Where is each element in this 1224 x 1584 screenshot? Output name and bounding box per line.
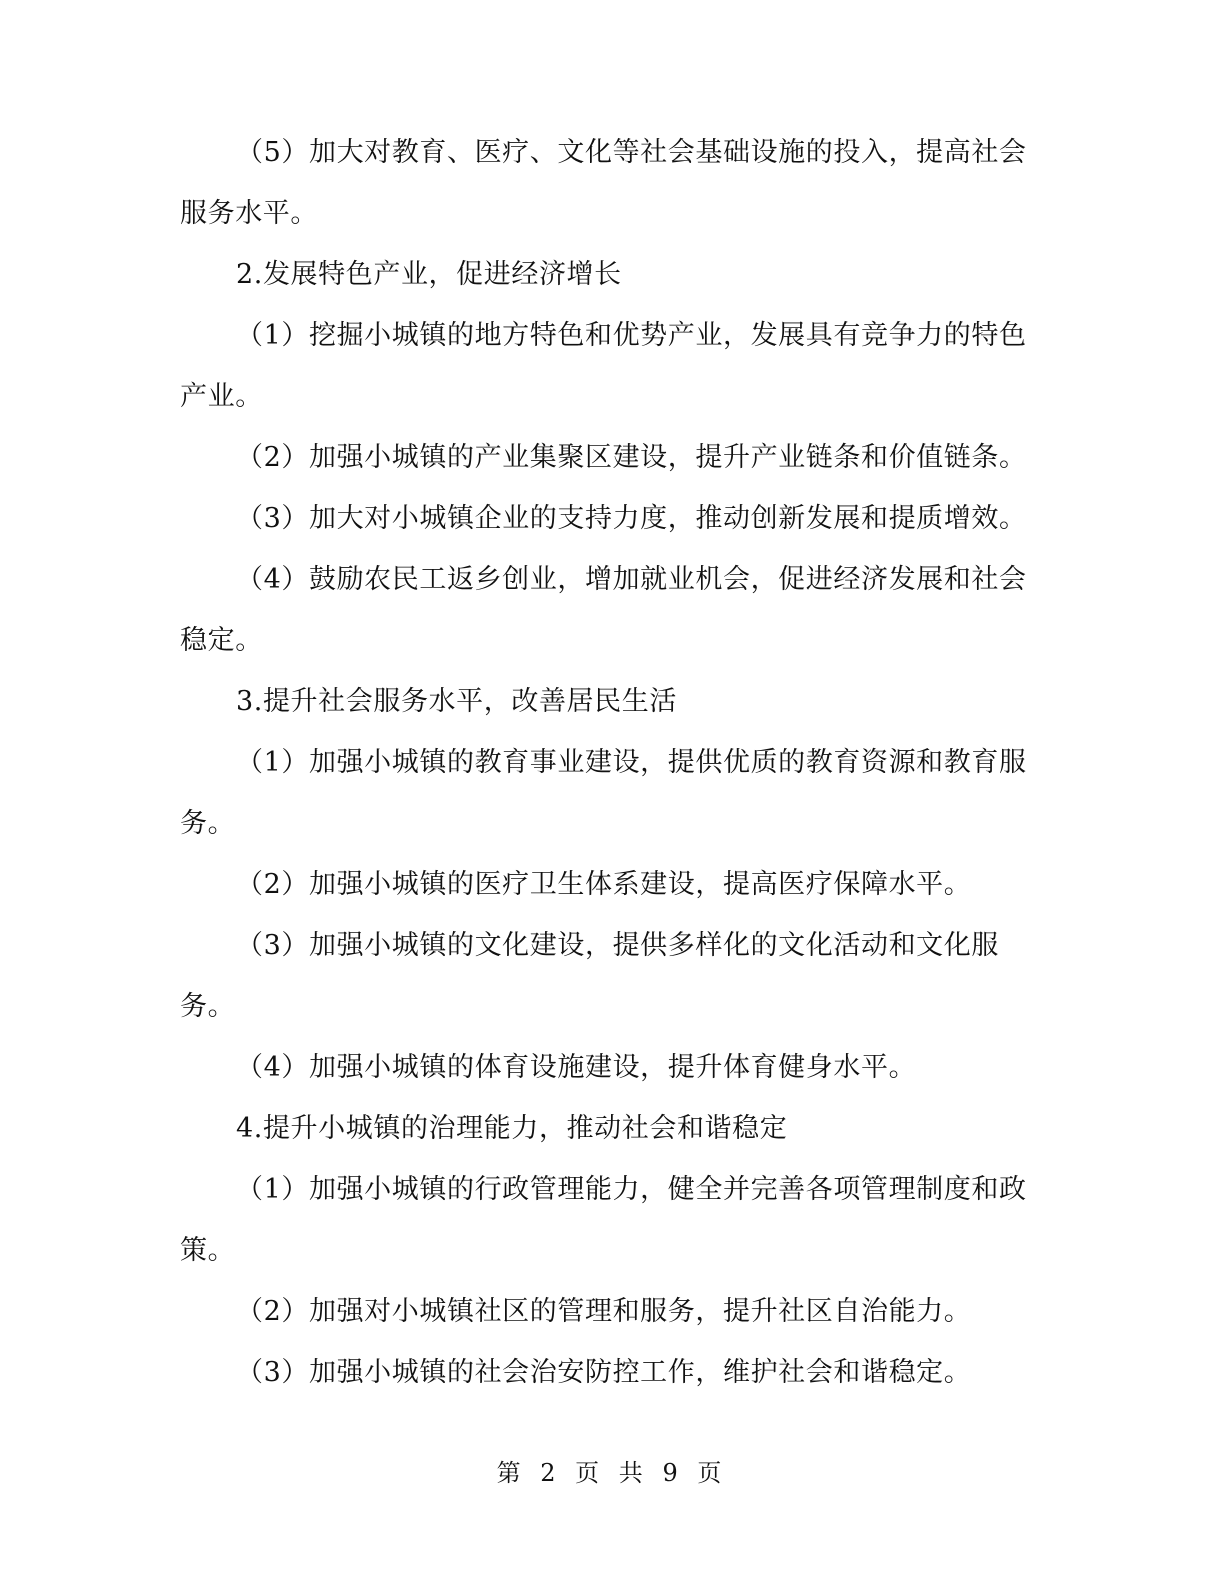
paragraph-2-2: （2）加强小城镇的产业集聚区建设，提升产业链条和价值链条。 bbox=[236, 442, 1027, 473]
document-body bbox=[180, 122, 1040, 1403]
paragraph-3-2: （2）加强小城镇的医疗卫生体系建设，提高医疗保障水平。 bbox=[236, 869, 972, 900]
paragraph-4-1: （1）加强小城镇的行政管理能力，健全并完善各项管理制度和政策。 bbox=[180, 1174, 1027, 1266]
section-heading-4: 4.提升小城镇的治理能力，推动社会和谐稳定 bbox=[236, 1113, 788, 1144]
section-heading-2: 2.发展特色产业，促进经济增长 bbox=[236, 259, 622, 290]
paragraph-2-4: （4）鼓励农民工返乡创业，增加就业机会，促进经济发展和社会稳定。 bbox=[180, 564, 1027, 656]
paragraph-3-4: （4）加强小城镇的体育设施建设，提升体育健身水平。 bbox=[236, 1052, 917, 1083]
paragraph-2-3: （3）加大对小城镇企业的支持力度，推动创新发展和提质增效。 bbox=[236, 503, 1027, 534]
paragraph-5-infrastructure: （5）加大对教育、医疗、文化等社会基础设施的投入，提高社会服务水平。 bbox=[180, 137, 1027, 229]
paragraph-4-2: （2）加强对小城镇社区的管理和服务，提升社区自治能力。 bbox=[236, 1296, 972, 1327]
paragraph-2-1: （1）挖掘小城镇的地方特色和优势产业，发展具有竞争力的特色产业。 bbox=[180, 320, 1027, 412]
paragraph-3-1: （1）加强小城镇的教育事业建设，提供优质的教育资源和教育服务。 bbox=[180, 747, 1027, 839]
page-number-footer: 第 2 页 共 9 页 bbox=[496, 1459, 728, 1487]
section-heading-3: 3.提升社会服务水平，改善居民生活 bbox=[236, 686, 677, 717]
paragraph-3-3: （3）加强小城镇的文化建设，提供多样化的文化活动和文化服务。 bbox=[180, 930, 999, 1022]
paragraph-4-3: （3）加强小城镇的社会治安防控工作，维护社会和谐稳定。 bbox=[236, 1357, 972, 1388]
